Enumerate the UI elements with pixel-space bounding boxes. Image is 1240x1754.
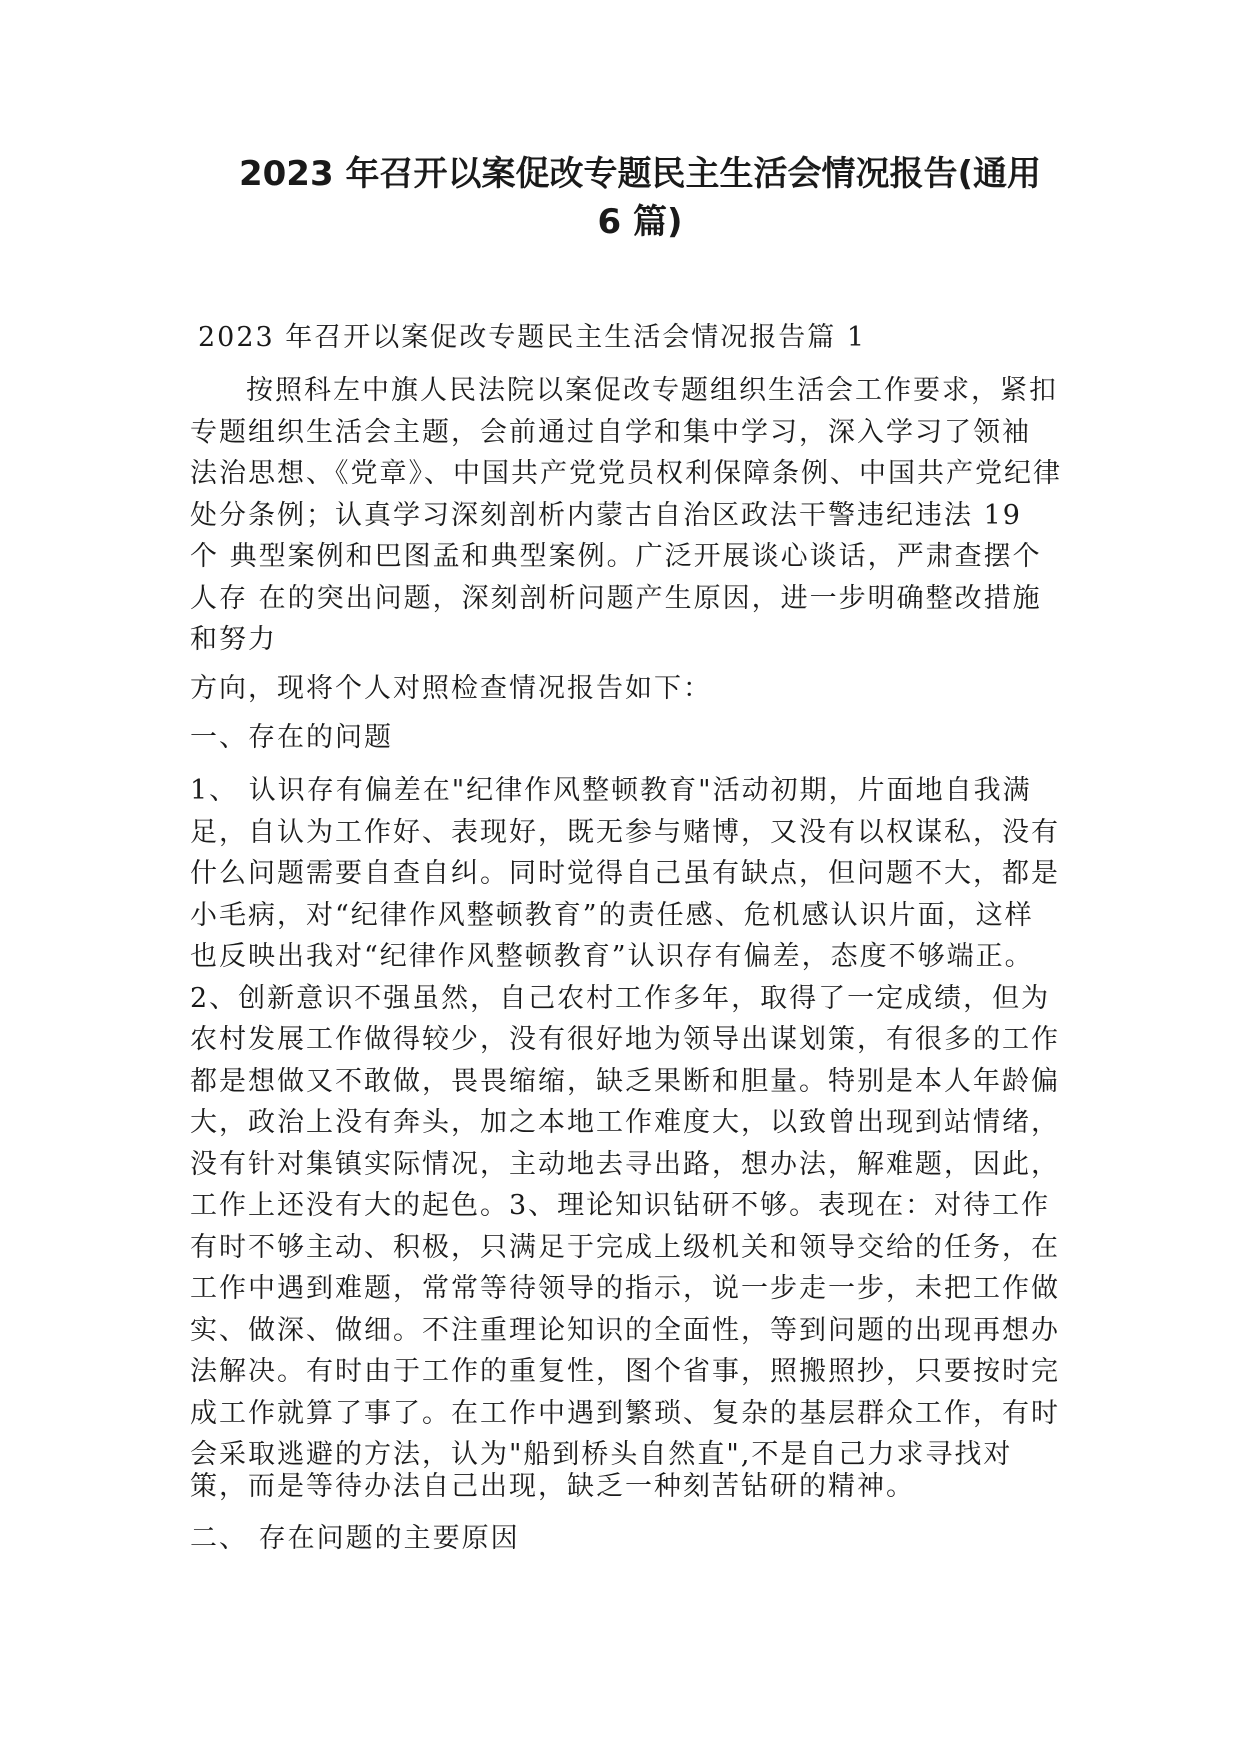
problems-line-7: 农村发展工作做得较少，没有很好地为领导出谋划策，有很多的工作 (190, 1024, 1060, 1055)
intro-line-7: 和努力 (190, 624, 277, 655)
problems-line-8: 都是想做又不敢做，畏畏缩缩，缺乏果断和胆量。特别是本人年龄偏 (190, 1065, 1060, 1097)
problems-line-16: 成工作就算了事了。在工作中遇到繁琐、复杂的基层群众工作，有时 (190, 1397, 1060, 1429)
problems-line-11: 工作上还没有大的起色。3、理论知识钻研不够。表现在：对待工作 (190, 1190, 1051, 1221)
problems-line-6: 2、创新意识不强虽然，自己农村工作多年，取得了一定成绩，但为 (190, 982, 1051, 1014)
problems-line-10: 没有针对集镇实际情况，主动地去寻出路，想办法，解难题，因此， (190, 1148, 1060, 1180)
title-line-1: 2023 年召开以案促改专题民主生活会情况报告(通用 (238, 154, 1041, 194)
problems-line-13: 工作中遇到难题，常常等待领导的指示，说一步走一步，未把工作做 (190, 1273, 1060, 1304)
problems-line-17: 会采取逃避的方法，认为"船到桥头自然直",不是自己力求寻找对 (190, 1439, 1013, 1470)
problems-line-12: 有时不够主动、积极，只满足于完成上级机关和领导交给的任务，在 (190, 1231, 1060, 1263)
intro-line-3: 法治思想、《党章》、中国共产党党员权利保障条例、中国共产党纪律 (190, 458, 1062, 489)
intro-paragraph (190, 370, 1070, 661)
intro-line-1: 按照科左中旗人民法院以案促改专题组织生活会工作要求，紧扣 (246, 375, 1058, 406)
problems-continuation: 策，而是等待办法自己出现，缺乏一种刻苦钻研的精神。 (190, 1471, 915, 1502)
document-title (200, 150, 1080, 246)
intro-line-6: 人存 在的突出问题，深刻剖析问题产生原因，进一步明确整改措施 (190, 582, 1042, 614)
problems-line-3: 什么问题需要自查自纠。同时觉得自己虽有缺点，但问题不大，都是 (190, 858, 1060, 889)
section-heading-problems: 一、存在的问题 (190, 722, 393, 753)
problems-line-1: 1、 认识存有偏差在"纪律作风整顿教育"活动初期，片面地自我满 (190, 775, 1032, 806)
problems-line-2: 足，自认为工作好、表现好，既无参与赌博，又没有以权谋私，没有 (190, 816, 1060, 848)
problems-line-5: 也反映出我对“纪律作风整顿教育”认识存有偏差，态度不够端正。 (190, 941, 1034, 972)
intro-line-4: 处分条例；认真学习深刻剖析内蒙古自治区政法干警违纪违法 19 (190, 499, 1022, 531)
section-heading-causes: 二、 存在问题的主要原因 (190, 1523, 520, 1554)
problems-line-14: 实、做深、做细。不注重理论知识的全面性，等到问题的出现再想办 (190, 1314, 1060, 1346)
problems-line-15: 法解决。有时由于工作的重复性，图个省事，照搬照抄，只要按时完 (190, 1356, 1060, 1387)
intro-line-5: 个 典型案例和巴图孟和典型案例。广泛开展谈心谈话，严肃查摆个 (190, 541, 1042, 572)
problems-line-4: 小毛病，对“纪律作风整顿教育”的责任感、危机感认识片面，这样 (190, 899, 1034, 931)
title-line-2: 6 篇) (597, 202, 683, 242)
problems-line-9: 大，政治上没有奔头，加之本地工作难度大，以致曾出现到站情绪， (190, 1107, 1060, 1138)
intro-line-2: 专题组织生活会主题，会前通过自学和集中学习，深入学习了领袖 (190, 416, 1031, 448)
report-subtitle: 2023 年召开以案促改专题民主生活会情况报告篇 1 (198, 322, 867, 353)
intro-continuation: 方向，现将个人对照检查情况报告如下： (190, 673, 712, 704)
problems-paragraph (190, 770, 1070, 1476)
